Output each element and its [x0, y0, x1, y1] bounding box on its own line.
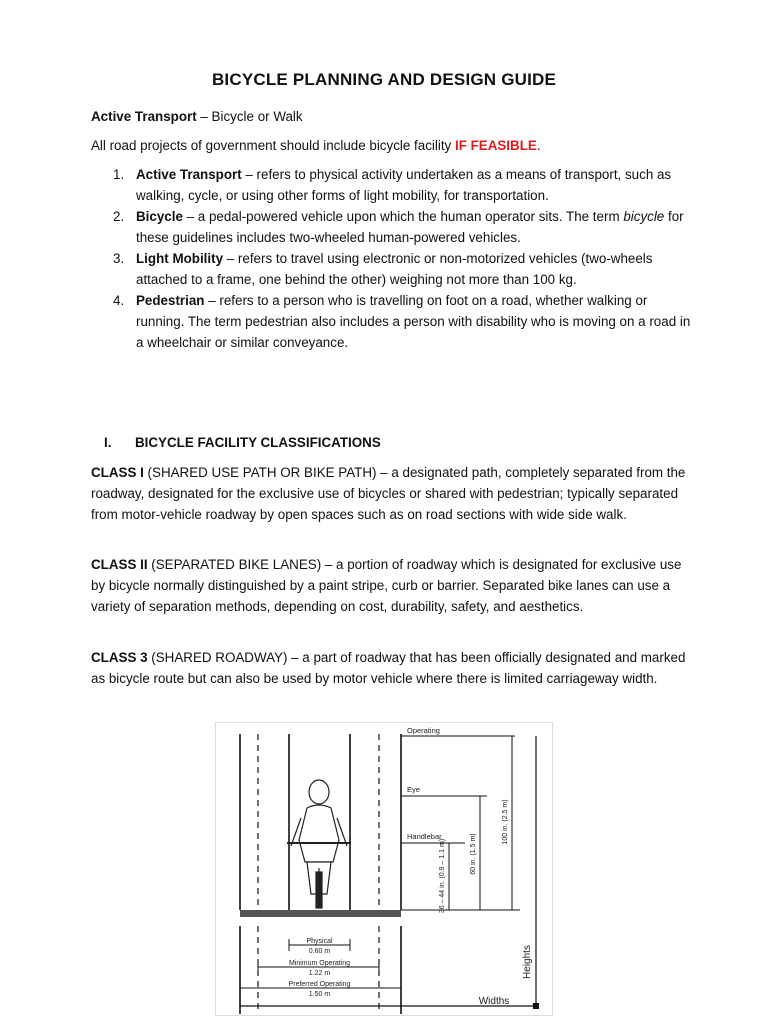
list-item [91, 290, 691, 353]
section-heading [91, 432, 381, 453]
list-number: 3. [113, 251, 125, 266]
class-label: CLASS II [91, 557, 148, 572]
active-transport-label: Active Transport [91, 109, 197, 124]
policy-line [91, 135, 691, 156]
axis-corner [533, 1003, 539, 1009]
class-label: CLASS 3 [91, 650, 148, 665]
min-operating-label: Minimum Operating [288, 960, 351, 967]
definition-text: for these guidelines includes two-wheeled human-powered vehicles. [136, 209, 684, 245]
list-number: 2. [113, 209, 125, 224]
bicycle-wheel [316, 872, 322, 908]
definition-text: – refers to travel using electronic or non-motorized vehicles (two-wheels attached to a frame, one behind the other) weighing not more than 100 kg. [136, 251, 653, 287]
dim-36-label: 36 – 44 in. (0.9 – 1.1 m) [439, 838, 446, 914]
policy-end: . [536, 138, 541, 153]
eye-label: Eye [407, 785, 420, 794]
definitions-list [91, 164, 691, 353]
pref-operating-value: 1.50 m [308, 991, 331, 998]
list-item [91, 248, 691, 290]
policy-text: All road projects of government should include bicycle facility [91, 138, 455, 153]
active-transport-rest: – Bicycle or Walk [196, 109, 303, 124]
list-item [91, 206, 691, 248]
dim-100-label: 100 in. (2.5 m) [502, 799, 509, 845]
class-2-paragraph [91, 554, 691, 617]
definition-italic: bicycle [623, 209, 665, 224]
list-number: 4. [113, 293, 125, 308]
definition-term: Pedestrian [136, 293, 205, 308]
cyclist-helmet [309, 780, 329, 804]
physical-value: 0.60 m [308, 948, 331, 955]
section-number: I. [104, 435, 112, 450]
definition-term: Active Transport [136, 167, 242, 182]
physical-label: Physical [306, 938, 333, 945]
min-operating-value: 1.22 m [308, 970, 331, 977]
policy-emphasis: IF FEASIBLE [454, 138, 537, 153]
list-item [91, 164, 691, 206]
active-transport-line [91, 106, 691, 127]
list-number: 1. [113, 167, 125, 182]
heights-label: Heights [522, 945, 533, 979]
figure-frame [216, 723, 553, 1016]
class-3-paragraph [91, 647, 691, 689]
section-title: BICYCLE FACILITY CLASSIFICATIONS [135, 435, 381, 450]
dimension-diagram [215, 722, 553, 1016]
definition-text: – refers to a person who is travelling on foot on a road, whether walking or running. The term pedestrian also includes a person with disability who is moving on a road in a wheelchair or similar conveyance. [136, 293, 691, 350]
ground-strip [240, 910, 401, 917]
class-description: (SHARED ROADWAY) – a part of roadway that has been officially designated and marked as bicycle route but can also be used by motor vehicle where there is limited carriageway width. [91, 650, 686, 686]
handlebar-label: Handlebar [407, 832, 442, 841]
definition-pre: – a pedal-powered vehicle upon which the human operator sits. The term [182, 209, 624, 224]
class-description: (SHARED USE PATH OR BIKE PATH) – a designated path, completely separated from the roadway, designated for the exclusive use of bicycles or shared with pedestrian; typically separated from motor-vehicle roadway by open spaces such as on road sections with wide side walk. [91, 465, 686, 522]
class-description: (SEPARATED BIKE LANES) – a portion of roadway which is designated for exclusive use by bicycle normally distinguished by a paint stripe, curb or barrier. Separated bike lanes can use a variety of separation methods, depending on cost, durability, safety, and aesthetics. [91, 557, 682, 614]
definition-term: Bicycle [136, 209, 183, 224]
bike-lane-dimension-figure [215, 722, 553, 1016]
page-title: BICYCLE PLANNING AND DESIGN GUIDE [211, 70, 557, 89]
cyclist-torso [299, 805, 339, 862]
definition-term: Light Mobility [136, 251, 224, 266]
pref-operating-label: Preferred Operating [288, 981, 351, 988]
operating-label: Operating [407, 726, 440, 735]
class-label: CLASS I [91, 465, 144, 480]
widths-label: Widths [478, 996, 510, 1007]
class-1-paragraph [91, 462, 691, 525]
definition-text: – refers to physical activity undertaken as a means of transport, such as walking, cycle, or using other forms of light mobility, for transportation. [136, 167, 672, 203]
dim-60-label: 60 in. (1.5 m) [470, 833, 477, 875]
